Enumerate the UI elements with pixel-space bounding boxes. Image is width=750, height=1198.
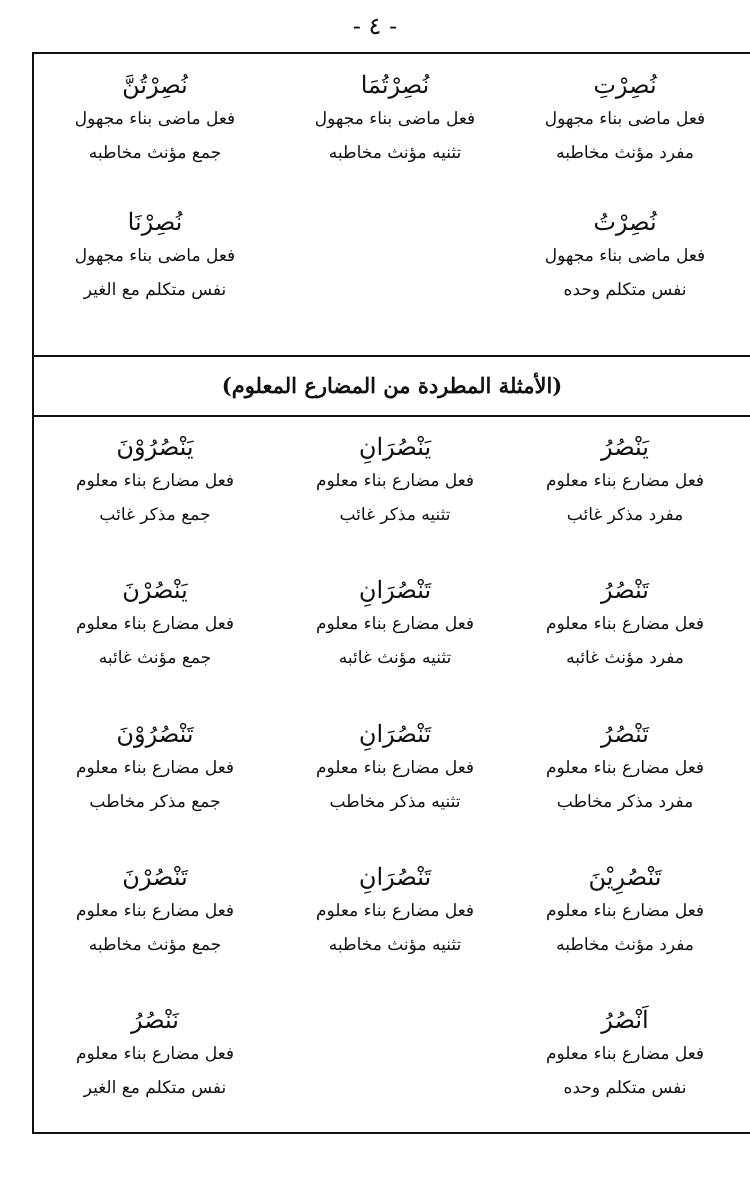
verb-person: جمع مذكر غائب: [99, 505, 211, 525]
verb-type: فعل ماضى بناء مجهول: [544, 109, 706, 129]
conjugation-entry: [515, 1003, 735, 1105]
section-header: [34, 355, 750, 417]
verb-type: فعل مضارع بناء معلوم: [75, 758, 235, 778]
conjugation-entry: [45, 68, 265, 170]
conjugation-entry: [45, 573, 265, 675]
conjugation-entry: [515, 717, 735, 819]
verb-person: نفس متكلم وحده: [563, 280, 687, 300]
verb-type: فعل مضارع بناء معلوم: [315, 614, 475, 634]
verb-form: نُصِرْنَا: [127, 208, 183, 236]
verb-person: تثنيه مذكر مخاطب: [329, 792, 461, 812]
verb-form: يَنْصُرُ: [601, 433, 649, 461]
verb-type: فعل مضارع بناء معلوم: [315, 758, 475, 778]
conjugation-entry: [515, 860, 735, 962]
verb-person: جمع مذكر مخاطب: [89, 792, 221, 812]
section-title: (الأمثلة المطردة من المضارع المعلوم): [221, 372, 563, 398]
verb-form: تَنْصُرُ: [601, 576, 649, 604]
verb-type: فعل مضارع بناء معلوم: [75, 901, 235, 921]
verb-type: فعل مضارع بناء معلوم: [315, 901, 475, 921]
verb-person: جمع مؤنث مخاطبه: [88, 143, 222, 163]
verb-form: نَنْصُرُ: [131, 1006, 179, 1034]
verb-form: نُصِرْتِ: [593, 71, 657, 99]
verb-type: فعل مضارع بناء معلوم: [75, 1044, 235, 1064]
verb-person: نفس متكلم مع الغير: [83, 280, 227, 300]
verb-type: فعل ماضى بناء مجهول: [74, 246, 236, 266]
conjugation-entry: [45, 430, 265, 532]
verb-form: يَنْصُرُوْنَ: [116, 433, 194, 461]
conjugation-entry: [285, 573, 505, 675]
verb-form: نُصِرْتُنَّ: [122, 71, 188, 99]
verb-person: نفس متكلم مع الغير: [83, 1078, 227, 1098]
verb-form: نُصِرْتُ: [593, 208, 657, 236]
conjugation-entry: [515, 205, 735, 307]
verb-person: تثنيه مؤنث غائبه: [338, 648, 452, 668]
page-number: - ٤ -: [352, 12, 398, 40]
verb-person: تثنيه مؤنث مخاطبه: [328, 143, 462, 163]
verb-type: فعل مضارع بناء معلوم: [75, 471, 235, 491]
conjugation-entry: [285, 68, 505, 170]
verb-type: فعل مضارع بناء معلوم: [545, 1044, 705, 1064]
verb-form: اَنْصُرُ: [601, 1006, 649, 1034]
verb-form: تَنْصُرِيْنَ: [588, 863, 662, 891]
verb-form: يَنْصُرَانِ: [358, 433, 432, 461]
verb-type: فعل مضارع بناء معلوم: [545, 471, 705, 491]
conjugation-entry: [515, 68, 735, 170]
verb-form: تَنْصُرُ: [601, 720, 649, 748]
verb-type: فعل مضارع بناء معلوم: [315, 471, 475, 491]
verb-type: فعل مضارع بناء معلوم: [545, 901, 705, 921]
conjugation-entry: [515, 573, 735, 675]
verb-person: مفرد مؤنث مخاطبه: [556, 143, 694, 163]
verb-person: مفرد مذكر غائب: [566, 505, 684, 525]
conjugation-entry: [45, 860, 265, 962]
verb-person: مفرد مؤنث مخاطبه: [556, 935, 694, 955]
verb-form: تَنْصُرَانِ: [358, 863, 432, 891]
conjugation-entry: [285, 430, 505, 532]
verb-type: فعل مضارع بناء معلوم: [545, 614, 705, 634]
conjugation-entry: [45, 205, 265, 307]
verb-person: جمع مؤنث غائبه: [98, 648, 212, 668]
verb-form: تَنْصُرَانِ: [358, 576, 432, 604]
verb-person: نفس متكلم وحده: [563, 1078, 687, 1098]
verb-type: فعل مضارع بناء معلوم: [545, 758, 705, 778]
verb-type: فعل ماضى بناء مجهول: [74, 109, 236, 129]
verb-person: مفرد مؤنث غائبه: [566, 648, 684, 668]
verb-person: تثنيه مذكر غائب: [339, 505, 451, 525]
verb-form: نُصِرْتُمَا: [360, 71, 430, 99]
conjugation-entry: [285, 860, 505, 962]
conjugation-entry: [45, 1003, 265, 1105]
verb-form: تَنْصُرْنَ: [122, 863, 188, 891]
verb-person: جمع مؤنث مخاطبه: [88, 935, 222, 955]
verb-person: مفرد مذكر مخاطب: [556, 792, 694, 812]
verb-type: فعل ماضى بناء مجهول: [314, 109, 476, 129]
verb-form: يَنْصُرْنَ: [122, 576, 188, 604]
conjugation-entry: [515, 430, 735, 532]
verb-type: فعل ماضى بناء مجهول: [544, 246, 706, 266]
conjugation-entry: [285, 717, 505, 819]
verb-person: تثنيه مؤنث مخاطبه: [328, 935, 462, 955]
verb-form: تَنْصُرَانِ: [358, 720, 432, 748]
conjugation-entry: [45, 717, 265, 819]
verb-form: تَنْصُرُوْنَ: [116, 720, 194, 748]
verb-type: فعل مضارع بناء معلوم: [75, 614, 235, 634]
